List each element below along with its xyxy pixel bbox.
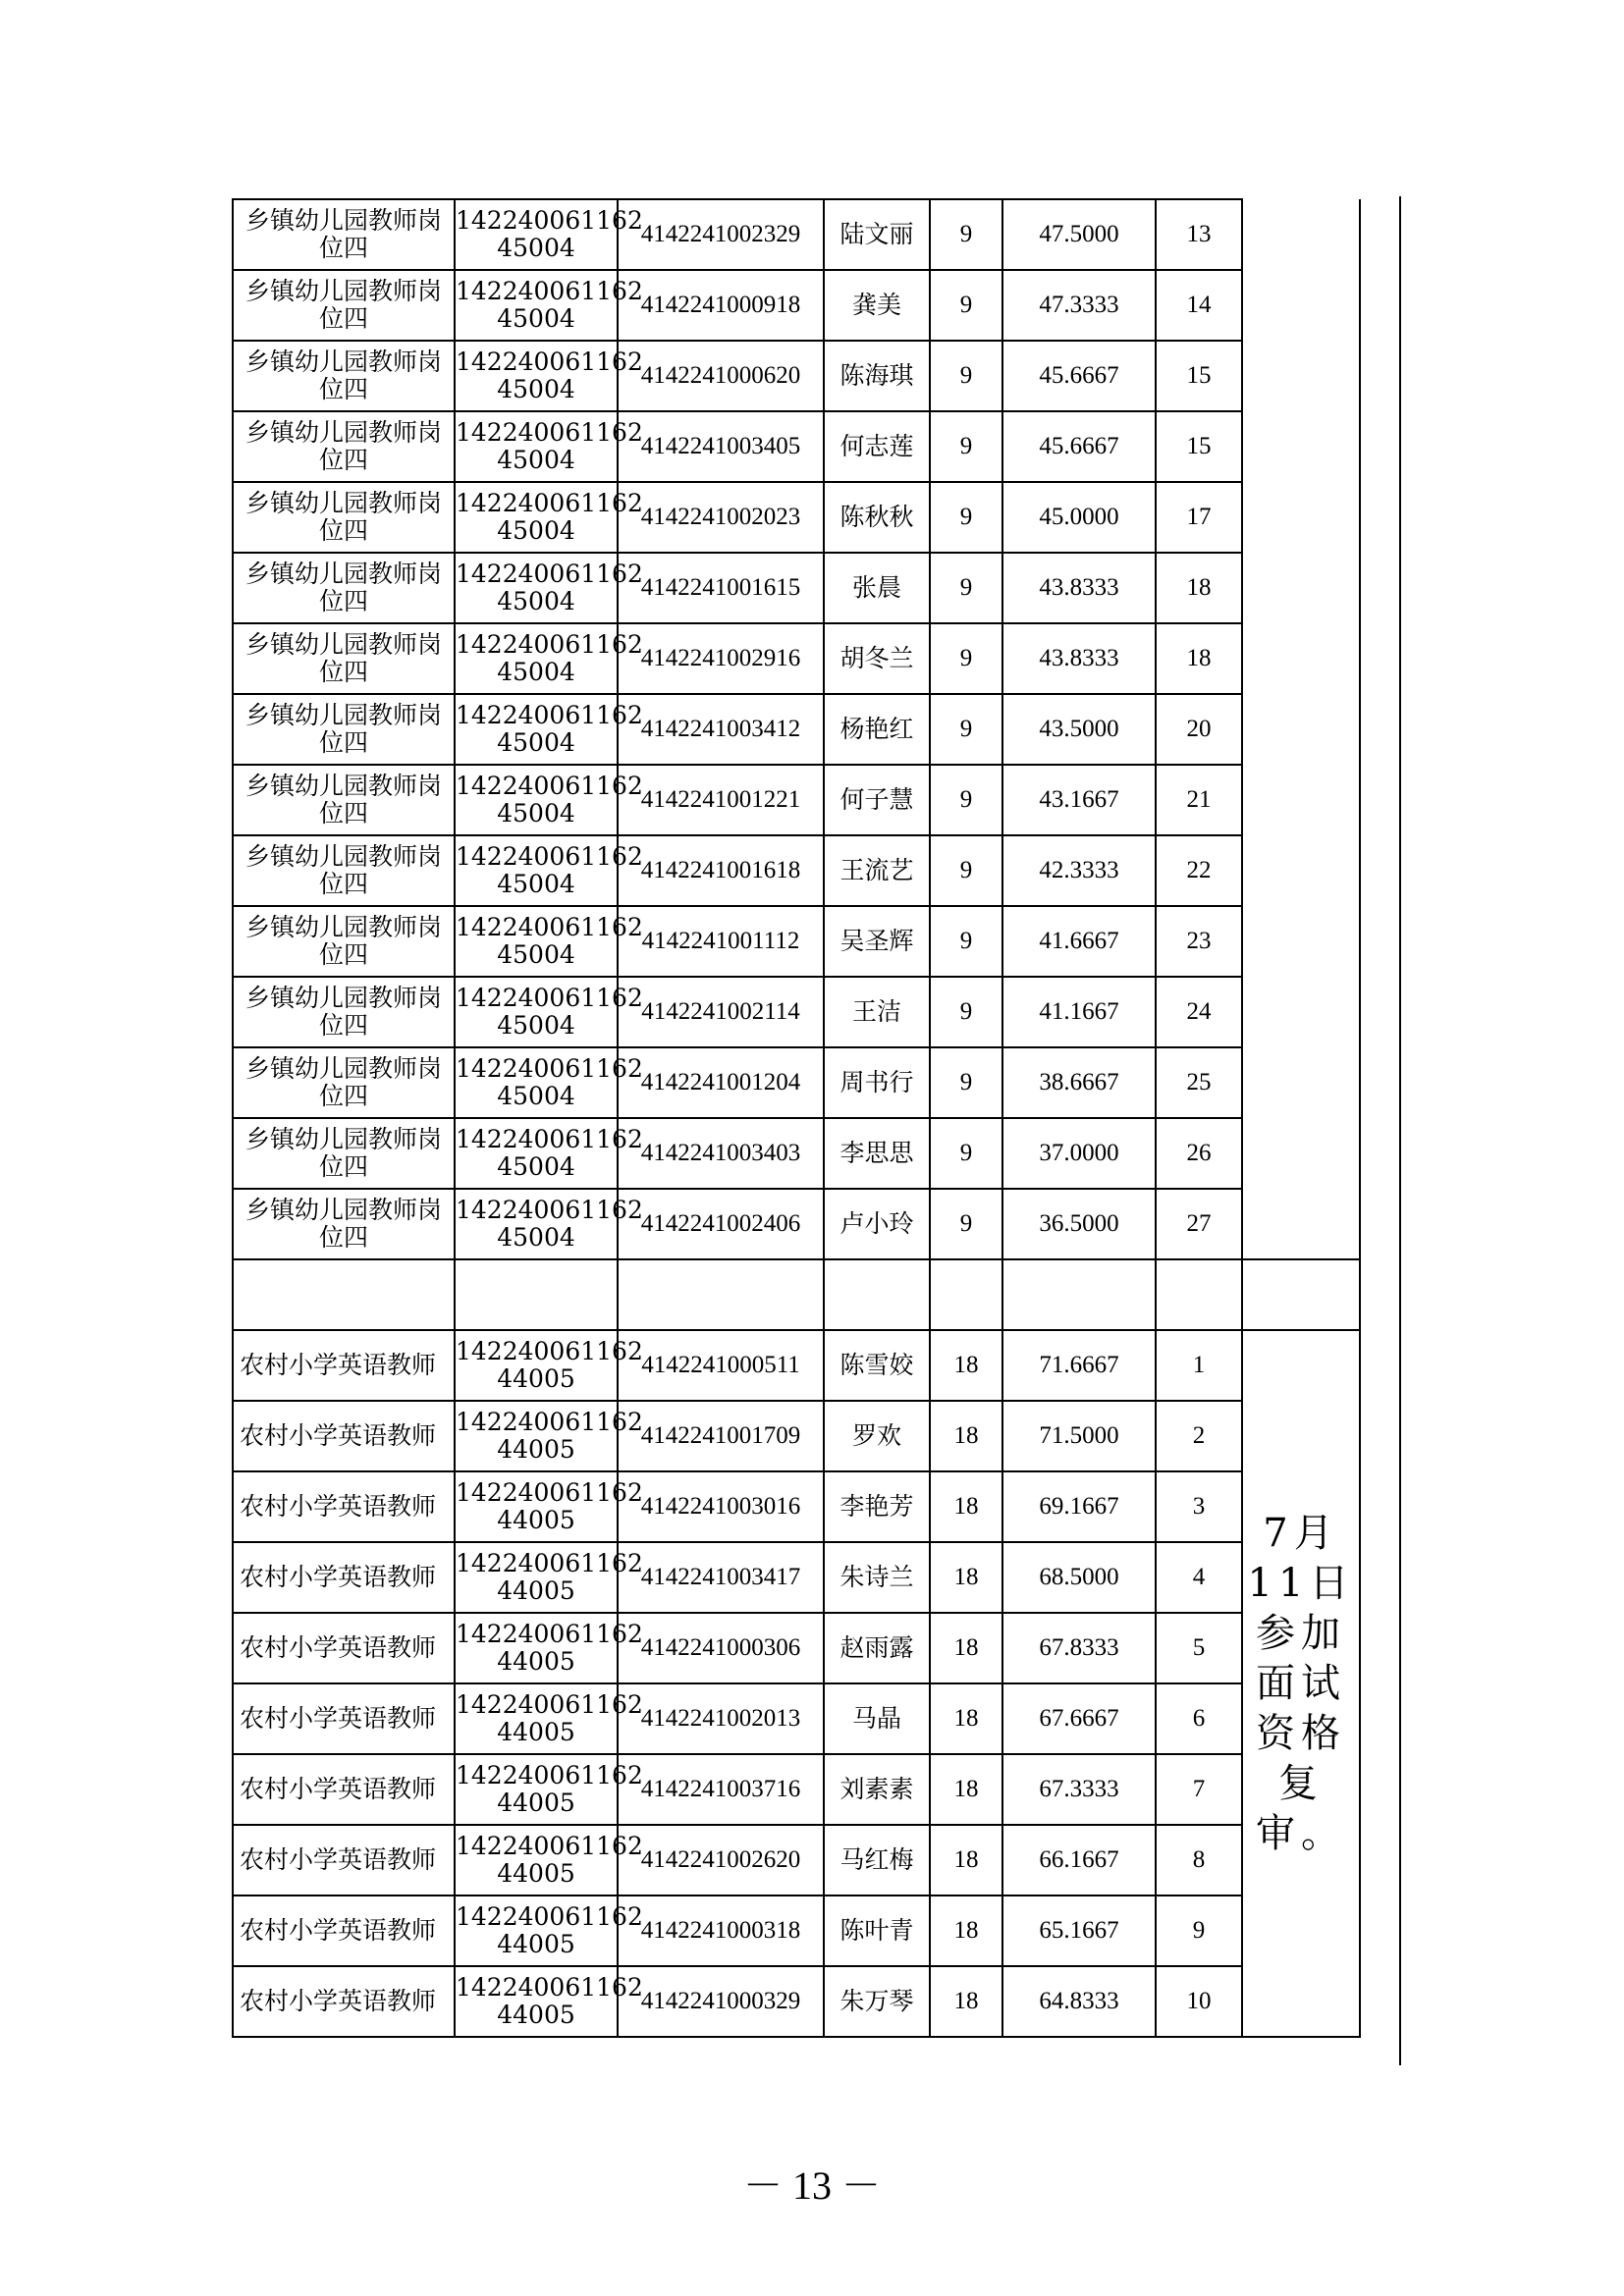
- position-cell: 农村小学英语教师: [233, 1330, 455, 1401]
- hire-count-cell: 18: [930, 1825, 1002, 1896]
- position-cell: 乡镇幼儿园教师岗 位四: [233, 1118, 455, 1189]
- exam-number-cell: 4142241001112: [618, 906, 824, 977]
- score-cell: 65.1667: [1002, 1896, 1156, 1966]
- candidate-name-cell: 马红梅: [824, 1825, 930, 1896]
- table-row: [233, 341, 1360, 411]
- hire-count-cell: 9: [930, 977, 1002, 1047]
- rank-cell: 13: [1156, 199, 1242, 270]
- position-cell: 农村小学英语教师: [233, 1683, 455, 1754]
- rank-cell: 3: [1156, 1471, 1242, 1542]
- table-row: [233, 694, 1360, 765]
- position-cell: 乡镇幼儿园教师岗 位四: [233, 341, 455, 411]
- position-cell: 乡镇幼儿园教师岗 位四: [233, 199, 455, 270]
- position-code-cell: 142240061162 45004: [455, 270, 618, 341]
- score-cell: 43.8333: [1002, 553, 1156, 623]
- score-cell: 71.5000: [1002, 1401, 1156, 1471]
- rank-cell: 26: [1156, 1118, 1242, 1189]
- hire-count-cell: 18: [930, 1471, 1002, 1542]
- score-cell: 71.6667: [1002, 1330, 1156, 1401]
- position-code-cell: 142240061162 45004: [455, 694, 618, 765]
- position-code-cell: 142240061162 44005: [455, 1896, 618, 1966]
- table-row: [233, 1896, 1360, 1966]
- candidate-name-cell: 李思思: [824, 1118, 930, 1189]
- score-cell: 41.1667: [1002, 977, 1156, 1047]
- position-cell: 农村小学英语教师: [233, 1613, 455, 1683]
- score-cell: 38.6667: [1002, 1047, 1156, 1118]
- exam-number-cell: 4142241002916: [618, 623, 824, 694]
- candidate-name-cell: 王洁: [824, 977, 930, 1047]
- table-row: [233, 270, 1360, 341]
- results-table: [232, 198, 1361, 2038]
- rank-cell: 27: [1156, 1189, 1242, 1259]
- score-cell: 45.6667: [1002, 341, 1156, 411]
- position-code-cell: 142240061162 45004: [455, 1047, 618, 1118]
- position-cell: 乡镇幼儿园教师岗 位四: [233, 623, 455, 694]
- position-code-cell: 142240061162 45004: [455, 906, 618, 977]
- position-cell: 乡镇幼儿园教师岗 位四: [233, 694, 455, 765]
- candidate-name-cell: 赵雨露: [824, 1613, 930, 1683]
- rank-cell: 7: [1156, 1754, 1242, 1825]
- position-code-cell: 142240061162 44005: [455, 1330, 618, 1401]
- candidate-name-cell: 朱诗兰: [824, 1542, 930, 1613]
- hire-count-cell: 9: [930, 765, 1002, 835]
- table-row: [233, 1471, 1360, 1542]
- exam-number-cell: 4142241002329: [618, 199, 824, 270]
- candidate-name-cell: 刘素素: [824, 1754, 930, 1825]
- score-cell: 45.0000: [1002, 482, 1156, 553]
- table-row: [233, 1401, 1360, 1471]
- table-row: [233, 977, 1360, 1047]
- score-cell: 36.5000: [1002, 1189, 1156, 1259]
- table-row: [233, 1683, 1360, 1754]
- position-cell: 农村小学英语教师: [233, 1754, 455, 1825]
- hire-count-cell: 9: [930, 482, 1002, 553]
- hire-count-cell: 9: [930, 906, 1002, 977]
- exam-number-cell: 4142241000918: [618, 270, 824, 341]
- exam-number-cell: 4142241002114: [618, 977, 824, 1047]
- exam-number-cell: 4142241000620: [618, 341, 824, 411]
- remark-cell: [1242, 1330, 1360, 2037]
- remark-cell: [1242, 199, 1360, 1259]
- position-cell: 农村小学英语教师: [233, 1825, 455, 1896]
- rank-cell: 8: [1156, 1825, 1242, 1896]
- exam-number-cell: 4142241001221: [618, 765, 824, 835]
- position-cell: 农村小学英语教师: [233, 1966, 455, 2037]
- rank-cell: 18: [1156, 623, 1242, 694]
- table-row: [233, 1825, 1360, 1896]
- hire-count-cell: 9: [930, 341, 1002, 411]
- hire-count-cell: 18: [930, 1401, 1002, 1471]
- exam-number-cell: 4142241000511: [618, 1330, 824, 1401]
- hire-count-cell: 9: [930, 835, 1002, 906]
- exam-number-cell: 4142241001618: [618, 835, 824, 906]
- position-code-cell: 142240061162 45004: [455, 553, 618, 623]
- table-row: [233, 1189, 1360, 1259]
- rank-cell: 18: [1156, 553, 1242, 623]
- right-border-line: [1399, 196, 1401, 2065]
- hire-count-cell: 9: [930, 199, 1002, 270]
- position-cell: 农村小学英语教师: [233, 1471, 455, 1542]
- position-cell: 乡镇幼儿园教师岗 位四: [233, 977, 455, 1047]
- position-code-cell: 142240061162 45004: [455, 765, 618, 835]
- position-cell: 农村小学英语教师: [233, 1401, 455, 1471]
- exam-number-cell: 4142241003403: [618, 1118, 824, 1189]
- hire-count-cell: 9: [930, 553, 1002, 623]
- score-cell: 64.8333: [1002, 1966, 1156, 2037]
- table-row: [233, 553, 1360, 623]
- exam-number-cell: 4142241001615: [618, 553, 824, 623]
- hire-count-cell: 9: [930, 623, 1002, 694]
- position-code-cell: 142240061162 45004: [455, 1118, 618, 1189]
- hire-count-cell: 18: [930, 1754, 1002, 1825]
- table-row: [233, 1542, 1360, 1613]
- position-code-cell: 142240061162 45004: [455, 835, 618, 906]
- table-row: [233, 623, 1360, 694]
- rank-cell: 5: [1156, 1613, 1242, 1683]
- candidate-name-cell: 陆文丽: [824, 199, 930, 270]
- score-cell: 43.1667: [1002, 765, 1156, 835]
- score-cell: 47.5000: [1002, 199, 1156, 270]
- position-code-cell: 142240061162 44005: [455, 1613, 618, 1683]
- candidate-name-cell: 胡冬兰: [824, 623, 930, 694]
- position-code-cell: 142240061162 45004: [455, 411, 618, 482]
- score-cell: 41.6667: [1002, 906, 1156, 977]
- candidate-name-cell: 何志莲: [824, 411, 930, 482]
- table-row: [233, 1754, 1360, 1825]
- table-row: [233, 1613, 1360, 1683]
- rank-cell: 22: [1156, 835, 1242, 906]
- candidate-name-cell: 周书行: [824, 1047, 930, 1118]
- score-cell: 37.0000: [1002, 1118, 1156, 1189]
- position-cell: 农村小学英语教师: [233, 1542, 455, 1613]
- position-code-cell: 142240061162 44005: [455, 1401, 618, 1471]
- exam-number-cell: 4142241003417: [618, 1542, 824, 1613]
- hire-count-cell: 9: [930, 270, 1002, 341]
- candidate-name-cell: 张晨: [824, 553, 930, 623]
- exam-number-cell: 4142241001709: [618, 1401, 824, 1471]
- exam-number-cell: 4142241003412: [618, 694, 824, 765]
- table-row: [233, 1966, 1360, 2037]
- table-row: [233, 1118, 1360, 1189]
- position-code-cell: 142240061162 44005: [455, 1825, 618, 1896]
- rank-cell: 24: [1156, 977, 1242, 1047]
- candidate-name-cell: 卢小玲: [824, 1189, 930, 1259]
- exam-number-cell: 4142241002013: [618, 1683, 824, 1754]
- rank-cell: 6: [1156, 1683, 1242, 1754]
- exam-number-cell: 4142241003016: [618, 1471, 824, 1542]
- rank-cell: 10: [1156, 1966, 1242, 2037]
- table-row: [233, 411, 1360, 482]
- candidate-name-cell: 龚美: [824, 270, 930, 341]
- position-cell: 乡镇幼儿园教师岗 位四: [233, 1047, 455, 1118]
- score-cell: 69.1667: [1002, 1471, 1156, 1542]
- rank-cell: 2: [1156, 1401, 1242, 1471]
- english-teacher-rows: [233, 1330, 1360, 2037]
- candidate-name-cell: 马晶: [824, 1683, 930, 1754]
- score-cell: 67.8333: [1002, 1613, 1156, 1683]
- position-code-cell: 142240061162 44005: [455, 1471, 618, 1542]
- position-code-cell: 142240061162 45004: [455, 623, 618, 694]
- candidate-name-cell: 陈雪姣: [824, 1330, 930, 1401]
- score-cell: 43.5000: [1002, 694, 1156, 765]
- hire-count-cell: 9: [930, 411, 1002, 482]
- candidate-name-cell: 李艳芳: [824, 1471, 930, 1542]
- table-row: [233, 482, 1360, 553]
- hire-count-cell: 9: [930, 694, 1002, 765]
- score-cell: 67.6667: [1002, 1683, 1156, 1754]
- rank-cell: 15: [1156, 341, 1242, 411]
- candidate-name-cell: 罗欢: [824, 1401, 930, 1471]
- exam-number-cell: 4142241003716: [618, 1754, 824, 1825]
- position-code-cell: 142240061162 44005: [455, 1542, 618, 1613]
- exam-number-cell: 4142241000329: [618, 1966, 824, 2037]
- interview-review-note: 7月 11日 参加 面试 资格 复审。: [1247, 1510, 1355, 1856]
- hire-count-cell: 18: [930, 1966, 1002, 2037]
- score-cell: 47.3333: [1002, 270, 1156, 341]
- position-cell: 乡镇幼儿园教师岗 位四: [233, 765, 455, 835]
- candidate-name-cell: 何子慧: [824, 765, 930, 835]
- rank-cell: 17: [1156, 482, 1242, 553]
- position-code-cell: 142240061162 45004: [455, 341, 618, 411]
- position-cell: 乡镇幼儿园教师岗 位四: [233, 1189, 455, 1259]
- position-code-cell: 142240061162 44005: [455, 1683, 618, 1754]
- hire-count-cell: 18: [930, 1613, 1002, 1683]
- rank-cell: 25: [1156, 1047, 1242, 1118]
- empty-separator-row: [233, 1259, 1360, 1330]
- exam-number-cell: 4142241000318: [618, 1896, 824, 1966]
- position-code-cell: 142240061162 45004: [455, 199, 618, 270]
- separator-row-group: [233, 1259, 1360, 1330]
- position-code-cell: 142240061162 44005: [455, 1966, 618, 2037]
- hire-count-cell: 9: [930, 1118, 1002, 1189]
- candidate-name-cell: 陈秋秋: [824, 482, 930, 553]
- rank-cell: 4: [1156, 1542, 1242, 1613]
- hire-count-cell: 18: [930, 1542, 1002, 1613]
- score-cell: 67.3333: [1002, 1754, 1156, 1825]
- exam-number-cell: 4142241001204: [618, 1047, 824, 1118]
- exam-number-cell: 4142241002023: [618, 482, 824, 553]
- rank-cell: 21: [1156, 765, 1242, 835]
- table-row: [233, 906, 1360, 977]
- rank-cell: 9: [1156, 1896, 1242, 1966]
- hire-count-cell: 18: [930, 1683, 1002, 1754]
- position-code-cell: 142240061162 45004: [455, 1189, 618, 1259]
- table-row: [233, 835, 1360, 906]
- rank-cell: 20: [1156, 694, 1242, 765]
- score-cell: 45.6667: [1002, 411, 1156, 482]
- candidate-name-cell: 吴圣辉: [824, 906, 930, 977]
- score-cell: 43.8333: [1002, 623, 1156, 694]
- page-number: － 13 －: [743, 2163, 881, 2208]
- table-row: [233, 199, 1360, 270]
- table-row: [233, 1330, 1360, 1401]
- position-code-cell: 142240061162 44005: [455, 1754, 618, 1825]
- position-cell: 乡镇幼儿园教师岗 位四: [233, 270, 455, 341]
- exam-number-cell: 4142241002620: [618, 1825, 824, 1896]
- rank-cell: 15: [1156, 411, 1242, 482]
- score-cell: 42.3333: [1002, 835, 1156, 906]
- position-cell: 乡镇幼儿园教师岗 位四: [233, 553, 455, 623]
- position-cell: 农村小学英语教师: [233, 1896, 455, 1966]
- exam-number-cell: 4142241002406: [618, 1189, 824, 1259]
- position-cell: 乡镇幼儿园教师岗 位四: [233, 482, 455, 553]
- score-cell: 66.1667: [1002, 1825, 1156, 1896]
- hire-count-cell: 18: [930, 1330, 1002, 1401]
- position-code-cell: 142240061162 45004: [455, 482, 618, 553]
- hire-count-cell: 18: [930, 1896, 1002, 1966]
- hire-count-cell: 9: [930, 1047, 1002, 1118]
- candidate-name-cell: 王流艺: [824, 835, 930, 906]
- position-cell: 乡镇幼儿园教师岗 位四: [233, 835, 455, 906]
- rank-cell: 23: [1156, 906, 1242, 977]
- rank-cell: 14: [1156, 270, 1242, 341]
- exam-number-cell: 4142241003405: [618, 411, 824, 482]
- candidate-name-cell: 朱万琴: [824, 1966, 930, 2037]
- candidate-name-cell: 陈海琪: [824, 341, 930, 411]
- position-cell: 乡镇幼儿园教师岗 位四: [233, 411, 455, 482]
- candidate-name-cell: 杨艳红: [824, 694, 930, 765]
- hire-count-cell: 9: [930, 1189, 1002, 1259]
- rank-cell: 1: [1156, 1330, 1242, 1401]
- kindergarten-teacher-rows: [233, 199, 1360, 1259]
- exam-number-cell: 4142241000306: [618, 1613, 824, 1683]
- candidate-name-cell: 陈叶青: [824, 1896, 930, 1966]
- table-row: [233, 765, 1360, 835]
- table-row: [233, 1047, 1360, 1118]
- position-cell: 乡镇幼儿园教师岗 位四: [233, 906, 455, 977]
- score-cell: 68.5000: [1002, 1542, 1156, 1613]
- position-code-cell: 142240061162 45004: [455, 977, 618, 1047]
